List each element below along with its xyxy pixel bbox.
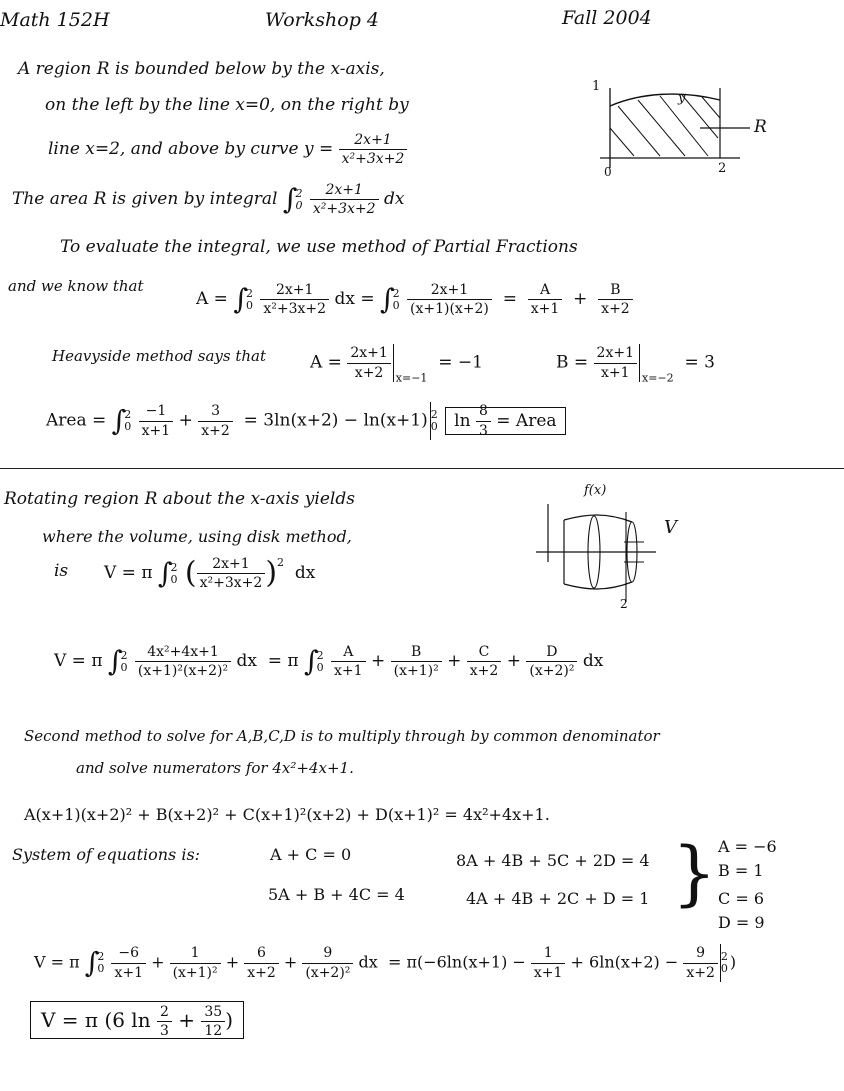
fig2-x2: 2	[620, 597, 628, 611]
area-result-line: Area = ∫ 2 0 $\frac{-1}{x+1}$ + $\frac{3}{x+2}$ = 3ln(x+2) − ln(x+1) 2 0 ln $\frac{8}{3}$ = Area	[46, 402, 566, 440]
fig2-fx-label: f(x)	[584, 483, 607, 498]
volume-answer-box: V = π (6 ln $\frac{2}{3}$ + $\frac{35}{12}$ )	[30, 1001, 244, 1039]
volume-integral: V = π ∫ 2 0 ( $\frac{2x+1}{\text{x²+3x+2}}$ )$^2$ dx	[104, 555, 316, 592]
solution-A: A = −6	[718, 837, 777, 856]
final-integral: V = π ∫ 2 0 $\frac{-6}{x+1}$ + $\frac{1}{\text{(x+1)²}}$ + $\frac{6}{x+2}$ + $\frac{9}{\text{(x+2)²}}$ dx = π(−6ln(x+1) − $\frac{1}{x+1}$ + 6ln(x+2) − $\frac{9}{x+2}$ 2 0 )	[34, 945, 737, 981]
fig1-region-label: R	[754, 117, 767, 137]
term-label: Fall 2004	[562, 7, 652, 29]
volume-expanded-integral: V = π ∫ 2 0 $\frac{\text{4x²+4x+1}}{\text{(x+1)²(x+2)²}}$ dx = π ∫ 2 0 $\frac{A}{x+1}$ + $\frac{B}{\text{(x+1)²}}$ + $\frac{C}{x+2}$ + $\frac{D}{\text{(x+2)²}}$ dx	[54, 644, 604, 680]
area-answer-box: ln $\frac{8}{3}$ = Area	[445, 407, 565, 435]
numerator-expansion: A(x+1)(x+2)² + B(x+2)² + C(x+1)²(x+2) + D(x+1)² = 4x²+4x+1.	[24, 805, 550, 824]
system-eq-2: 5A + B + 4C = 4	[268, 885, 405, 904]
heaviside-A: A = $\frac{2x+1}{x+2}$ $_{x=-1}$ = −1	[310, 345, 483, 385]
course-label: Math 152H	[0, 9, 110, 31]
rotation-line-2: where the volume, using disk method,	[42, 527, 352, 546]
partial-fractions-intro: To evaluate the integral, we use method of Partial Fractions	[60, 237, 578, 257]
system-label: System of equations is:	[12, 845, 201, 864]
we-know-label: and we know that	[8, 277, 144, 295]
problem-line-1: A region R is bounded below by the x-axis,	[18, 59, 385, 79]
solution-C: C = 6	[718, 889, 764, 908]
partial-fraction-decomposition: A = ∫ 2 0 $\frac{2x+1}{\text{x²+3x+2}}$ dx = ∫ 2 0 $\frac{2x+1}{(x+1)(x+2)}$ = $\frac{A}{x+1}$ + $\frac{B}{x+2}$	[196, 282, 633, 317]
heaviside-label: Heavyside method says that	[52, 347, 267, 365]
solid-of-revolution-figure	[536, 492, 676, 612]
second-method-line-2: and solve numerators for 4x²+4x+1.	[76, 759, 354, 777]
system-eq-4: 4A + 4B + 2C + D = 1	[466, 889, 650, 908]
fig1-curve-label: y	[678, 91, 686, 106]
fig1-x2: 2	[718, 161, 727, 176]
heaviside-B: B = $\frac{2x+1}{x+1}$ $_{x=-2}$ = 3	[556, 345, 715, 385]
fig1-y-tick: 1	[592, 79, 601, 94]
system-brace: }	[672, 832, 717, 914]
system-eq-3: 8A + 4B + 5C + 2D = 4	[456, 851, 650, 870]
solution-B: B = 1	[718, 861, 764, 880]
rotation-line-1: Rotating region R about the x-axis yields	[4, 489, 355, 509]
rotation-is: is	[54, 561, 69, 581]
fig2-v-label: V	[664, 517, 677, 538]
area-intro-line: The area R is given by integral ∫ 2 0 $\frac{2x+1}{\text{x²+3x+2}}$ dx	[12, 182, 405, 218]
second-method-line-1: Second method to solve for A,B,C,D is to multiply through by common denominator	[24, 727, 660, 745]
fig1-x0: 0	[604, 165, 612, 179]
system-eq-1: A + C = 0	[270, 845, 352, 864]
page-title: Workshop 4	[265, 9, 379, 31]
problem-line-3: line x=2, and above by curve y = $\frac{2x+1}{\text{x²+3x+2}}$	[48, 132, 407, 167]
solution-D: D = 9	[718, 913, 765, 932]
problem-line-2: on the left by the line x=0, on the right by	[45, 95, 409, 115]
final-volume-result	[30, 1004, 244, 1039]
section-divider	[0, 468, 844, 469]
curve-fraction: $\frac{2x+1}{\text{x²+3x+2}}$	[339, 132, 408, 167]
